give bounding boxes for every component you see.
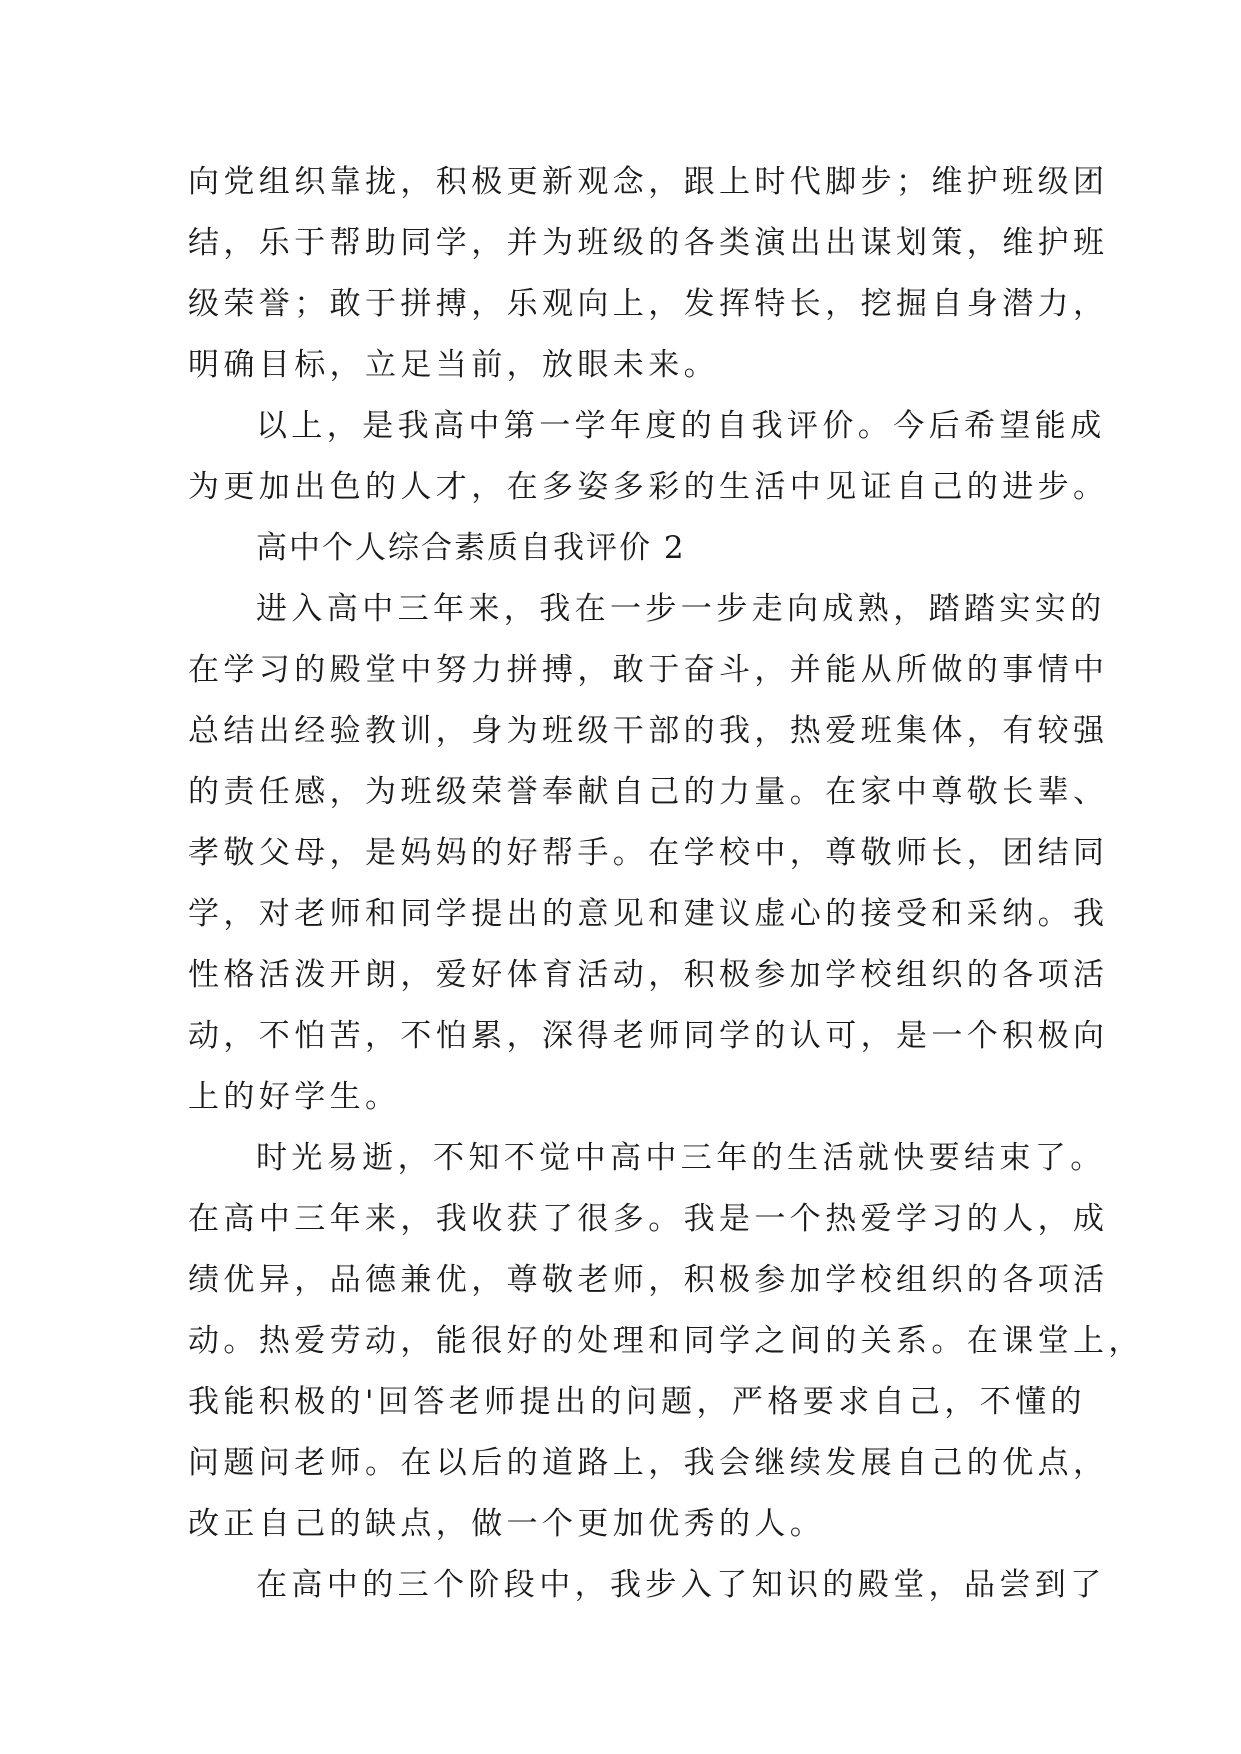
- document-body: [188, 152, 1144, 1616]
- text-line: 绩优异，品德兼优，尊敬老师，积极参加学校组织的各项活: [188, 1262, 1109, 1298]
- text-line: 问题问老师。在以后的道路上，我会继续发展自己的优点，: [188, 1445, 1109, 1481]
- text-line: 我能积极的'回答老师提出的问题，严格要求自己，不懂的: [188, 1384, 1086, 1420]
- text-line: 向党组织靠拢，积极更新观念，跟上时代脚步；维护班级团: [188, 164, 1109, 200]
- section-heading: 高中个人综合素质自我评价 2: [256, 530, 686, 566]
- text-line: 为更加出色的人才，在多姿多彩的生活中见证自己的进步。: [188, 469, 1109, 505]
- paragraph-first-line: 以上，是我高中第一学年度的自我评价。今后希望能成: [256, 408, 1106, 444]
- text-line: 明确目标，立足当前，放眼未来。: [188, 347, 719, 383]
- text-line: 动，不怕苦，不怕累，深得老师同学的认可，是一个积极向: [188, 1018, 1109, 1054]
- text-line: 学，对老师和同学提出的意见和建议虚心的接受和采纳。我: [188, 896, 1109, 932]
- text-line: 孝敬父母，是妈妈的好帮手。在学校中，尊敬师长，团结同: [188, 835, 1109, 871]
- text-line: 在学习的殿堂中努力拼搏，敢于奋斗，并能从所做的事情中: [188, 652, 1109, 688]
- text-line: 总结出经验教训，身为班级干部的我，热爱班集体，有较强: [188, 713, 1109, 749]
- text-line: 结，乐于帮助同学，并为班级的各类演出出谋划策，维护班: [188, 225, 1109, 261]
- text-line: 在高中三年来，我收获了很多。我是一个热爱学习的人，成: [188, 1201, 1109, 1237]
- text-line: 动。热爱劳动，能很好的处理和同学之间的关系。在课堂上，: [188, 1323, 1144, 1359]
- text-line: 性格活泼开朗，爱好体育活动，积极参加学校组织的各项活: [188, 957, 1109, 993]
- text-line: 级荣誉；敢于拼搏，乐观向上，发挥特长，挖掘自身潜力，: [188, 286, 1109, 322]
- text-line: 上的好学生。: [188, 1079, 401, 1115]
- text-line: 改正自己的缺点，做一个更加优秀的人。: [188, 1506, 826, 1542]
- paragraph-first-line: 进入高中三年来，我在一步一步走向成熟，踏踏实实的: [256, 591, 1106, 627]
- paragraph-first-line: 在高中的三个阶段中，我步入了知识的殿堂，品尝到了: [256, 1567, 1106, 1603]
- text-line: 的责任感，为班级荣誉奉献自己的力量。在家中尊敬长辈、: [188, 774, 1109, 810]
- paragraph-first-line: 时光易逝，不知不觉中高中三年的生活就快要结束了。: [256, 1140, 1106, 1176]
